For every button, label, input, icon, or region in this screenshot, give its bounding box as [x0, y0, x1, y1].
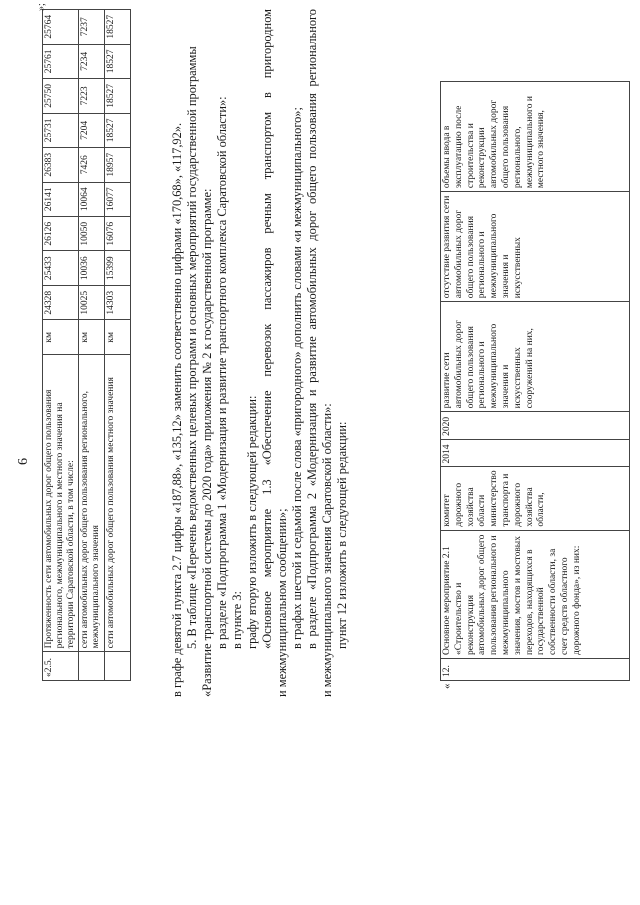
value-cell: 26383	[43, 148, 79, 182]
measures-table	[440, 81, 630, 681]
value-cell: 25750	[43, 79, 79, 113]
value-cell: 10036	[79, 251, 105, 285]
value-cell: 25761	[43, 44, 79, 78]
row-number: 12.	[441, 658, 630, 680]
body-line: в графе девятой пункта 2.7 цифры «187,88», «135,12» заменить соответственно цифрами «170,68», «117,92».	[170, 122, 184, 697]
end-year-cell: 2020	[441, 412, 630, 440]
value-cell: 7204	[79, 113, 105, 147]
value-cell: 18527	[105, 44, 131, 78]
value-cell: 16076	[105, 217, 131, 251]
body-line: в пункте 3:	[230, 591, 244, 649]
indicator-name: сети автомобильных дорог общего пользования местного значения	[105, 355, 131, 652]
unit-cell: км	[79, 320, 105, 355]
value-cell: 24328	[43, 285, 79, 319]
unit-cell: км	[43, 320, 79, 355]
body-line: графу вторую изложить в следующей редакции:	[245, 395, 259, 649]
indicator-name: сети автомобильных дорог общего пользования регионального, межмуниципального значения	[79, 355, 105, 652]
value-cell: 26126	[43, 217, 79, 251]
row-number	[105, 652, 131, 681]
value-cell: 7237	[79, 10, 105, 45]
row-number: «2.5.	[43, 652, 79, 681]
measure-name: Основное мероприятие 2.1 «Строительство и реконструкция автомобильных дорог общего пользования регионального и межмуниципального значения, мостов и мостовых переходов, находящихся в государственной собственности области, за счет средств областного дорожного фонда», из них:	[441, 530, 630, 658]
executor-cell: комитет дорожного хозяйства области министерство транспорта и дорожного хозяйства области,	[441, 467, 630, 530]
value-cell: 15399	[105, 251, 131, 285]
table-opening-quote: «	[441, 683, 453, 689]
body-line: «Развитие транспортной системы до 2020 года» приложения № 2 к государственной программе:	[200, 188, 214, 697]
table-closing-quote: »;	[36, 3, 47, 11]
body-line: и межмуниципальном сообщении»;	[275, 508, 289, 697]
value-cell: 25764	[43, 10, 79, 45]
body-line: «Основное мероприятие 1.3 «Обеспечение перевозок пассажиров речным транспортом в пригородном	[260, 9, 274, 649]
table-row	[43, 10, 79, 681]
body-line: в графах шестой и седьмой после слова «пригородного» дополнить словами «и межмуниципального»;	[290, 107, 304, 649]
expected-result-cell: развитие сети автомобильных дорог общего пользования регионального и межмуниципального значения и искусственных сооружений на них,	[441, 302, 630, 412]
start-year-cell: 2014	[441, 439, 630, 467]
value-cell: 10064	[79, 182, 105, 216]
table-row	[79, 10, 105, 681]
body-line: в разделе «Подпрограмма 1 «Модернизация и развитие транспортного комплекса Саратовской области»:	[215, 96, 229, 649]
value-cell: 18527	[105, 79, 131, 113]
value-cell: 16077	[105, 182, 131, 216]
value-cell: 18527	[105, 10, 131, 45]
indicator-name: Протяженность сети автомобильных дорог общего пользования регионального, межмуниципального и местного значения на территории Саратовской области, в том числе:	[43, 355, 79, 652]
value-cell: 26141	[43, 182, 79, 216]
table-row	[441, 82, 630, 681]
consequence-cell: отсутствие развития сети автомобильных дорог общего пользования регионального и межмуниципального значения и искусственных	[441, 192, 630, 302]
indicator-link-cell: объемы ввода в эксплуатацию после строительства и реконструкции автомобильных дорог общего пользования регионального, межмуниципального и местного значения,	[441, 82, 630, 192]
body-line: пункт 12 изложить в следующей редакции:	[335, 421, 349, 649]
value-cell: 10025	[79, 285, 105, 319]
value-cell: 25433	[43, 251, 79, 285]
table-row	[105, 10, 131, 681]
value-cell: 7223	[79, 79, 105, 113]
unit-cell: км	[105, 320, 131, 355]
row-number	[79, 652, 105, 681]
page-number: 6	[16, 458, 31, 465]
value-cell: 7234	[79, 44, 105, 78]
value-cell: 14303	[105, 285, 131, 319]
value-cell: 7426	[79, 148, 105, 182]
value-cell: 25731	[43, 113, 79, 147]
value-cell: 10050	[79, 217, 105, 251]
body-line: в разделе «Подпрограмма 2 «Модернизация и развитие автомобильных дорог общего пользования регионального	[305, 9, 319, 649]
value-cell: 18957	[105, 148, 131, 182]
body-line: 5. В таблице «Перечень ведомственных целевых программ и основных мероприятий государственной программы	[185, 46, 199, 649]
value-cell: 18527	[105, 113, 131, 147]
body-line: и межмуниципального значения Саратовской области»:	[320, 403, 334, 697]
indicators-table	[42, 9, 131, 681]
